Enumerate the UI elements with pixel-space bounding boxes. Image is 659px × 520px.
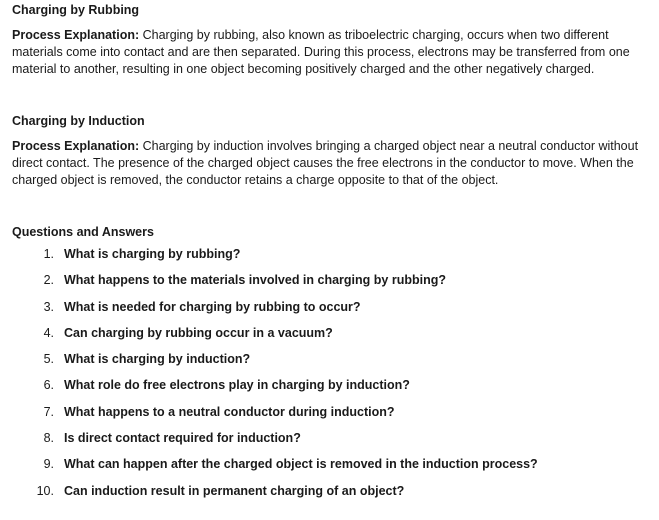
list-item	[12, 273, 647, 299]
questions-list	[12, 247, 647, 510]
section-title-induction: Charging by Induction	[12, 114, 145, 128]
question-text: What can happen after the charged object is removed in the induction process?	[64, 457, 538, 472]
question-text: What is charging by rubbing?	[64, 247, 241, 261]
question-number: 5.	[43, 352, 54, 367]
question-text: What is needed for charging by rubbing to occur?	[64, 299, 361, 314]
list-item	[12, 247, 647, 273]
question-number: 2.	[43, 273, 54, 288]
question-text: What happens to the materials involved in charging by rubbing?	[64, 273, 446, 288]
question-text: What role do free electrons play in charging by induction?	[64, 378, 410, 393]
list-item	[12, 378, 647, 404]
list-item	[12, 484, 647, 510]
spacer	[12, 78, 647, 113]
question-number: 8.	[43, 431, 54, 446]
paragraph-label-rubbing: Process Explanation:	[12, 28, 140, 42]
question-text: Can induction result in permanent charging of an object?	[64, 483, 405, 498]
list-item	[12, 352, 647, 378]
question-number: 1.	[43, 247, 54, 261]
question-text: What is charging by induction?	[64, 352, 251, 367]
section-title-questions: Questions and Answers	[12, 225, 154, 239]
paragraph-text-induction: Charging by induction involves bringing a charged object near a neutral conductor without direct contact. The presence of the charged object causes the free electrons in the conductor to move. When the charged object is removed, the conductor retains a charge opposite to that of the object.	[12, 139, 639, 187]
question-text: Is direct contact required for induction?	[64, 431, 301, 446]
paragraph-induction	[12, 138, 647, 189]
section-induction	[12, 113, 647, 189]
question-text: What happens to a neutral conductor during induction?	[64, 404, 395, 419]
paragraph-label-induction: Process Explanation:	[12, 139, 140, 153]
question-number: 10.	[36, 483, 54, 498]
question-number: 3.	[43, 299, 54, 314]
list-item	[12, 457, 647, 483]
question-text: Can charging by rubbing occur in a vacuum?	[64, 325, 333, 340]
list-item	[12, 431, 647, 457]
question-number: 4.	[43, 325, 54, 340]
list-item	[12, 405, 647, 431]
section-rubbing	[12, 2, 647, 78]
section-title-rubbing: Charging by Rubbing	[12, 3, 140, 17]
list-item	[12, 300, 647, 326]
question-number: 9.	[43, 457, 54, 472]
question-number: 7.	[43, 404, 54, 419]
spacer	[12, 189, 647, 224]
question-number: 6.	[43, 378, 54, 393]
paragraph-rubbing	[12, 27, 647, 78]
paragraph-text-rubbing: Charging by rubbing, also known as triboelectric charging, occurs when two different materials come into contact and are then separated. During this process, electrons may be transferred from one material to another, resulting in one object becoming positively charged and the other negatively charged.	[12, 28, 630, 76]
section-questions	[12, 224, 647, 510]
list-item	[12, 326, 647, 352]
